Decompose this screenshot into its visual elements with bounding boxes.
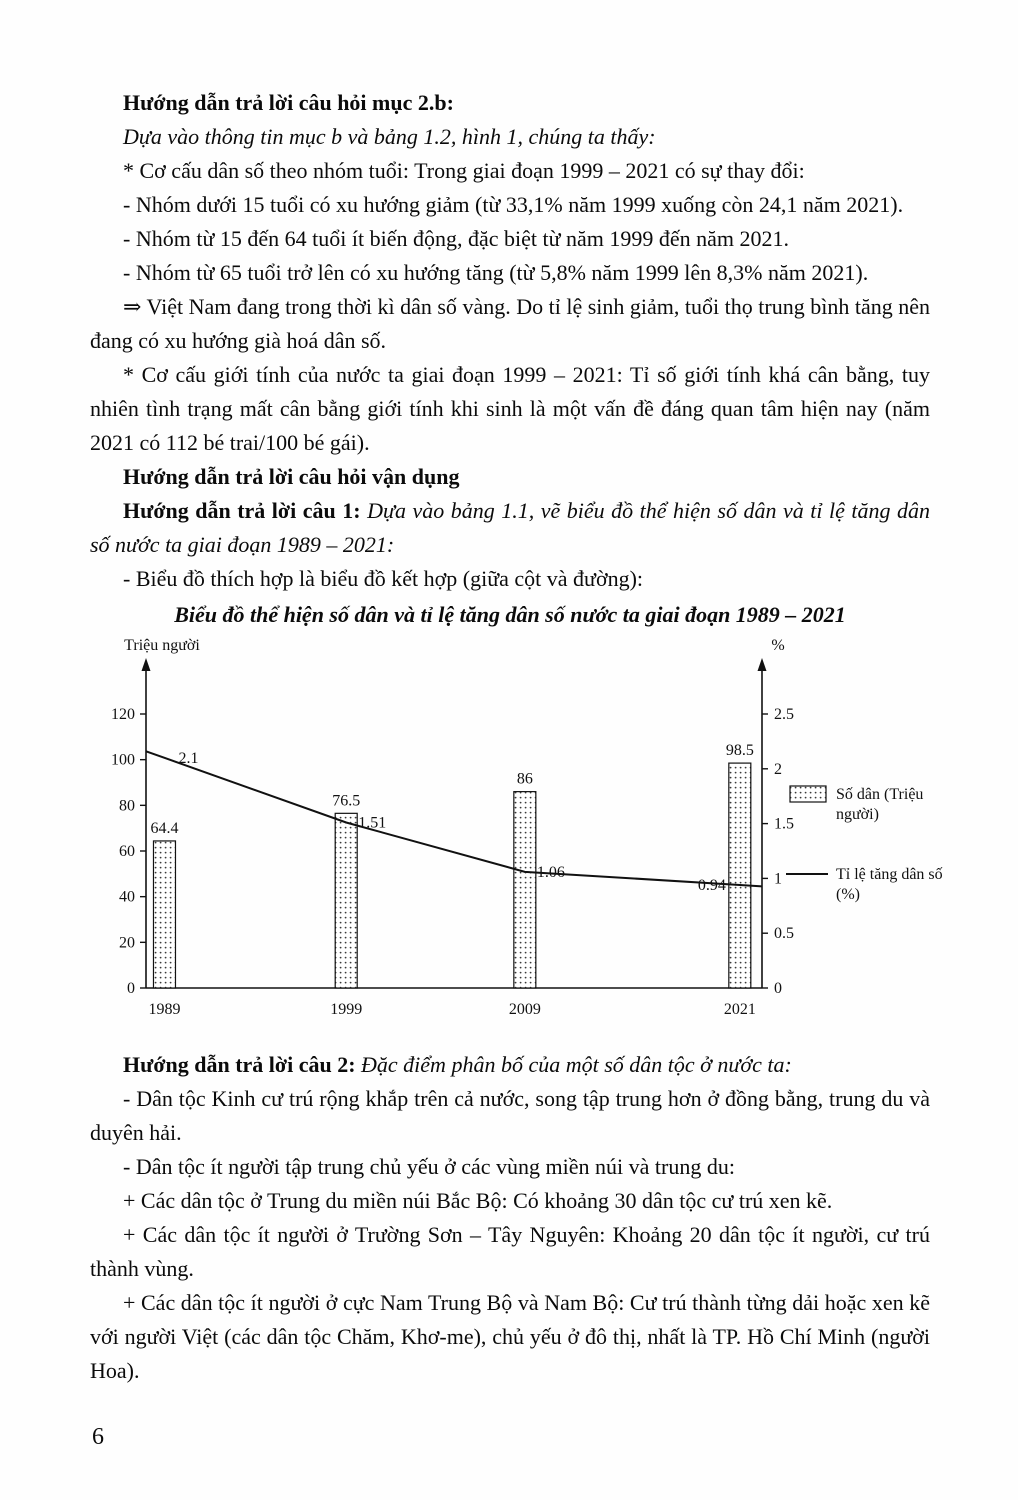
svg-text:Tỉ lệ tăng dân số: Tỉ lệ tăng dân số [836, 866, 943, 883]
chart-axes [111, 637, 794, 1018]
svg-text:40: 40 [119, 888, 135, 906]
line-series-ti-le-tang [146, 750, 762, 894]
svg-text:Số dân (Triệu: Số dân (Triệu [836, 786, 924, 803]
page-content [90, 86, 943, 1388]
question-2-text: Đặc điểm phân bố của một số dân tộc ở nước ta: [355, 1052, 792, 1077]
answer-point-nam-bo: + Các dân tộc ít người ở cực Nam Trung Bộ và Nam Bộ: Cư trú thành từng dải hoặc xen kẽ với người Việt (các dân tộc Chăm, Khơ-me), chủ yếu ở đô thị, nhất là TP. Hồ Chí Minh (người Hoa). [90, 1290, 930, 1383]
question-1-line [90, 494, 930, 562]
answer-point-age-structure: * Cơ cấu dân số theo nhóm tuổi: Trong giai đoạn 1999 – 2021 có sự thay đổi: [123, 158, 805, 183]
bar-series-so-dan [150, 742, 753, 988]
svg-text:100: 100 [111, 751, 135, 769]
section-heading-vandung: Hướng dẫn trả lời câu hỏi vận dụng [123, 464, 460, 489]
svg-text:76.5: 76.5 [332, 792, 361, 810]
question-2-lead: Hướng dẫn trả lời câu 2: [123, 1052, 356, 1077]
section-heading-2b: Hướng dẫn trả lời câu hỏi mục 2.b: [123, 90, 454, 115]
svg-text:1.06: 1.06 [536, 863, 565, 881]
svg-text:1.51: 1.51 [358, 814, 387, 832]
question-2-line [90, 1048, 930, 1082]
svg-text:(%): (%) [836, 886, 860, 903]
svg-text:98.5: 98.5 [725, 742, 754, 760]
svg-text:2009: 2009 [508, 1001, 541, 1018]
page-number: 6 [92, 1424, 104, 1450]
svg-text:0: 0 [127, 980, 135, 997]
svg-text:120: 120 [111, 706, 135, 723]
svg-text:86: 86 [516, 770, 533, 788]
svg-text:20: 20 [119, 934, 135, 952]
population-chart-svg [84, 636, 994, 1046]
svg-text:80: 80 [119, 797, 135, 815]
question-1-note: - Biểu đồ thích hợp là biểu đồ kết hợp (giữa cột và đường): [123, 566, 644, 591]
svg-text:0.94: 0.94 [697, 876, 726, 894]
answer-point-truong-son: + Các dân tộc ít người ở Trường Sơn – Tây Nguyên: Khoảng 20 dân tộc ít người, cư trú thành vùng. [90, 1222, 930, 1281]
svg-text:người): người) [836, 806, 879, 823]
svg-text:1999: 1999 [330, 1001, 363, 1018]
svg-text:2.1: 2.1 [178, 749, 199, 767]
answer-point-bac-bo: + Các dân tộc ở Trung du miền núi Bắc Bộ: Có khoảng 30 dân tộc cư trú xen kẽ. [123, 1188, 833, 1213]
answer-point-sex-structure: * Cơ cấu giới tính của nước ta giai đoạn 1999 – 2021: Tỉ số giới tính khá cân bằng, tuy nhiên tình trạng mất cân bằng giới tính khi sinh là một vấn đề đáng quan tâm hiện nay (năm 2021 có 112 bé trai/100 bé gái). [90, 362, 930, 455]
svg-text:%: % [771, 637, 785, 654]
answer-point-15-64: - Nhóm từ 15 đến 64 tuổi ít biến động, đặc biệt từ năm 1999 đến năm 2021. [123, 226, 790, 251]
question-1-text: Dựa vào bảng 1.1, vẽ biểu đồ thể hiện số dân và tỉ lệ tăng dân số nước ta giai đoạn 1989 – 2021: [90, 498, 930, 557]
svg-text:1989: 1989 [148, 1001, 181, 1018]
answer-point-golden-population: ⇒ Việt Nam đang trong thời kì dân số vàng. Do tỉ lệ sinh giảm, tuổi thọ trung bình tăng nên đang có xu hướng già hoá dân số. [90, 294, 930, 353]
chart-legend [786, 786, 943, 903]
svg-text:1: 1 [774, 870, 782, 888]
svg-text:64.4: 64.4 [150, 819, 179, 837]
section-2b-intro: Dựa vào thông tin mục b và bảng 1.2, hình 1, chúng ta thấy: [123, 124, 656, 149]
answer-point-under-15: - Nhóm dưới 15 tuổi có xu hướng giảm (từ 33,1% năm 1999 xuống còn 24,1 năm 2021). [123, 192, 904, 217]
svg-text:0.5: 0.5 [774, 925, 794, 943]
svg-text:1.5: 1.5 [774, 815, 794, 833]
svg-text:2.5: 2.5 [774, 706, 794, 723]
chart-title: Biểu đồ thể hiện số dân và tỉ lệ tăng dân số nước ta giai đoạn 1989 – 2021 [174, 602, 846, 627]
population-chart [84, 636, 994, 1046]
svg-text:0: 0 [774, 980, 782, 997]
svg-text:2021: 2021 [723, 1001, 756, 1018]
question-1-lead: Hướng dẫn trả lời câu 1: [123, 498, 361, 523]
svg-text:60: 60 [119, 843, 135, 860]
svg-text:2: 2 [774, 760, 782, 778]
answer-point-kinh: - Dân tộc Kinh cư trú rộng khắp trên cả nước, song tập trung hơn ở đồng bằng, trung du và duyên hải. [90, 1086, 930, 1145]
answer-point-minorities: - Dân tộc ít người tập trung chủ yếu ở các vùng miền núi và trung du: [123, 1154, 735, 1179]
answer-point-over-65: - Nhóm từ 65 tuổi trở lên có xu hướng tăng (từ 5,8% năm 1999 lên 8,3% năm 2021). [123, 260, 869, 285]
svg-text:Triệu người: Triệu người [124, 637, 200, 654]
